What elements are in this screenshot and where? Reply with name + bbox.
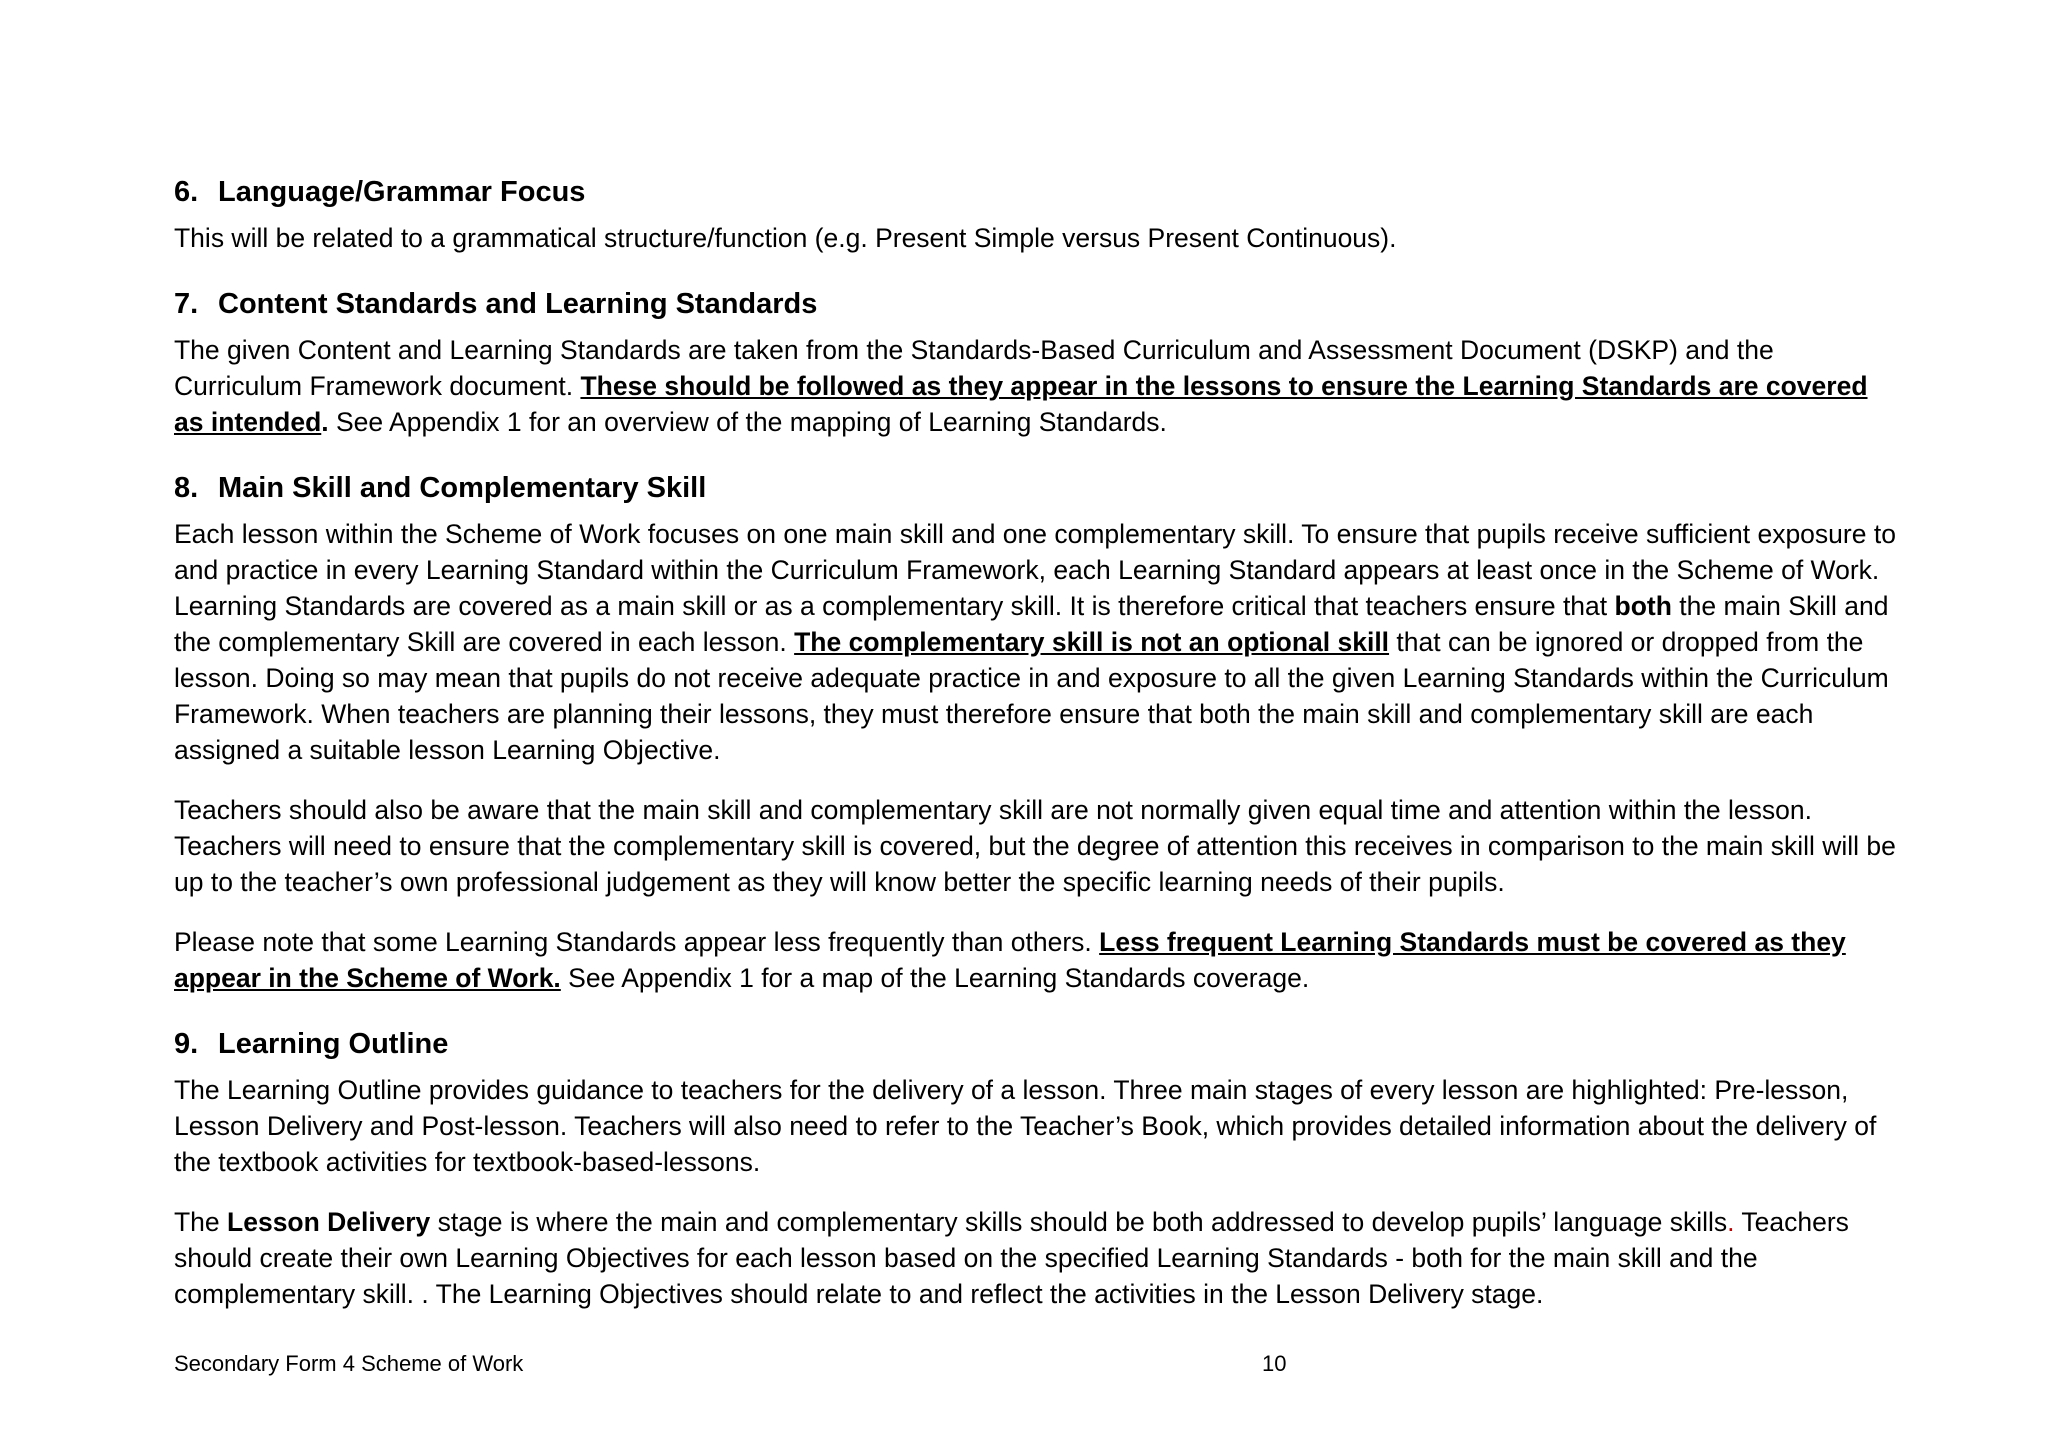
paragraph-text: the main Skill and the complementary Skill are covered in each lesson. [174, 591, 1889, 657]
emphasis-underlined-text: These should be followed as they appear in the lessons to ensure the Learning Standards are covered as intended [174, 371, 1868, 437]
section-paragraph [174, 1204, 1904, 1312]
section-title: Content Standards and Learning Standards [218, 288, 818, 320]
section-paragraph [174, 1072, 1904, 1180]
paragraph-text: The [174, 1207, 228, 1237]
paragraph-text: The given Content and Learning Standards are taken from the Standards-Based Curriculum and Assessment Document (DSKP) and the Curriculum Framework document. [174, 335, 1774, 401]
paragraph-text: . [1727, 1207, 1735, 1237]
section-paragraph [174, 792, 1904, 900]
paragraph-text: that can be ignored or dropped from the lesson. Doing so may mean that pupils do not receive adequate practice in and exposure to all the given Learning Standards within the Curriculum Framework. When teachers are planning their lessons, they must therefore ensure that both the main skill and complementary skill are each assigned a suitable lesson Learning Objective. [174, 627, 1889, 765]
section-number: 7. [174, 288, 199, 320]
footer-document-title: Secondary Form 4 Scheme of Work [174, 1351, 524, 1376]
paragraph-text: Teachers should create their own Learning Objectives for each lesson based on the specified Learning Standards - both for the main skill and the complementary skill. . The Learning Objectives should relate to and reflect the activities in the Lesson Delivery stage. [174, 1207, 1849, 1309]
emphasis-bold-text: . [321, 407, 329, 437]
section-paragraph [174, 332, 1904, 440]
section-number: 6. [174, 176, 199, 208]
emphasis-underlined-text: The complementary skill is not an optional skill [794, 627, 1390, 657]
section-paragraph [174, 516, 1904, 768]
section-paragraph [174, 220, 1904, 256]
paragraph-text: Teachers should also be aware that the main skill and complementary skill are not normally given equal time and attention within the lesson. Teachers will need to ensure that the complementary skill is covered, but the degree of attention this receives in comparison to the main skill will be up to the teacher’s own professional judgement as they will know better the specific learning needs of their pupils. [174, 795, 1896, 897]
page-number: 10 [1262, 1351, 1287, 1376]
emphasis-underlined-text: Less frequent Learning Standards must be covered as they appear in the Scheme of Work. [174, 927, 1846, 993]
paragraph-text: Each lesson within the Scheme of Work focuses on one main skill and one complementary skill. To ensure that pupils receive sufficient exposure to and practice in every Learning Standard within the Curriculum Framework, each Learning Standard appears at least once in the Scheme of Work. Learning Standards are covered as a main skill or as a complementary skill. It is therefore critical that teachers ensure that [174, 519, 1896, 621]
section-heading-learning-outline [174, 1026, 1904, 1062]
section-heading-language-grammar-focus [174, 174, 1904, 210]
section-number: 9. [174, 1028, 199, 1060]
emphasis-bold-text: Lesson Delivery [227, 1207, 431, 1237]
section-title: Main Skill and Complementary Skill [218, 472, 707, 504]
paragraph-text: The Learning Outline provides guidance to teachers for the delivery of a lesson. Three main stages of every lesson are highlighted: Pre-lesson, Lesson Delivery and Post-lesson. Teachers will also need to refer to the Teacher’s Book, which provides detailed information about the delivery of the textbook activities for textbook-based-lessons. [174, 1075, 1877, 1177]
section-number: 8. [174, 472, 199, 504]
paragraph-text: Please note that some Learning Standards appear less frequently than others. [174, 927, 1100, 957]
paragraph-text: This will be related to a grammatical structure/function (e.g. Present Simple versus Present Continuous). [174, 223, 1397, 253]
section-heading-main-skill [174, 470, 1904, 506]
paragraph-text: stage is where the main and complementary skills should be both addressed to develop pupils’ language skills [430, 1207, 1728, 1237]
section-title: Learning Outline [218, 1028, 449, 1060]
paragraph-text: See Appendix 1 for a map of the Learning Standards coverage. [560, 963, 1310, 993]
emphasis-bold-text: both [1614, 591, 1672, 621]
paragraph-text: See Appendix 1 for an overview of the mapping of Learning Standards. [328, 407, 1167, 437]
document-page [174, 168, 1904, 1312]
section-paragraph [174, 924, 1904, 996]
section-title: Language/Grammar Focus [218, 176, 586, 208]
section-heading-content-standards [174, 286, 1904, 322]
